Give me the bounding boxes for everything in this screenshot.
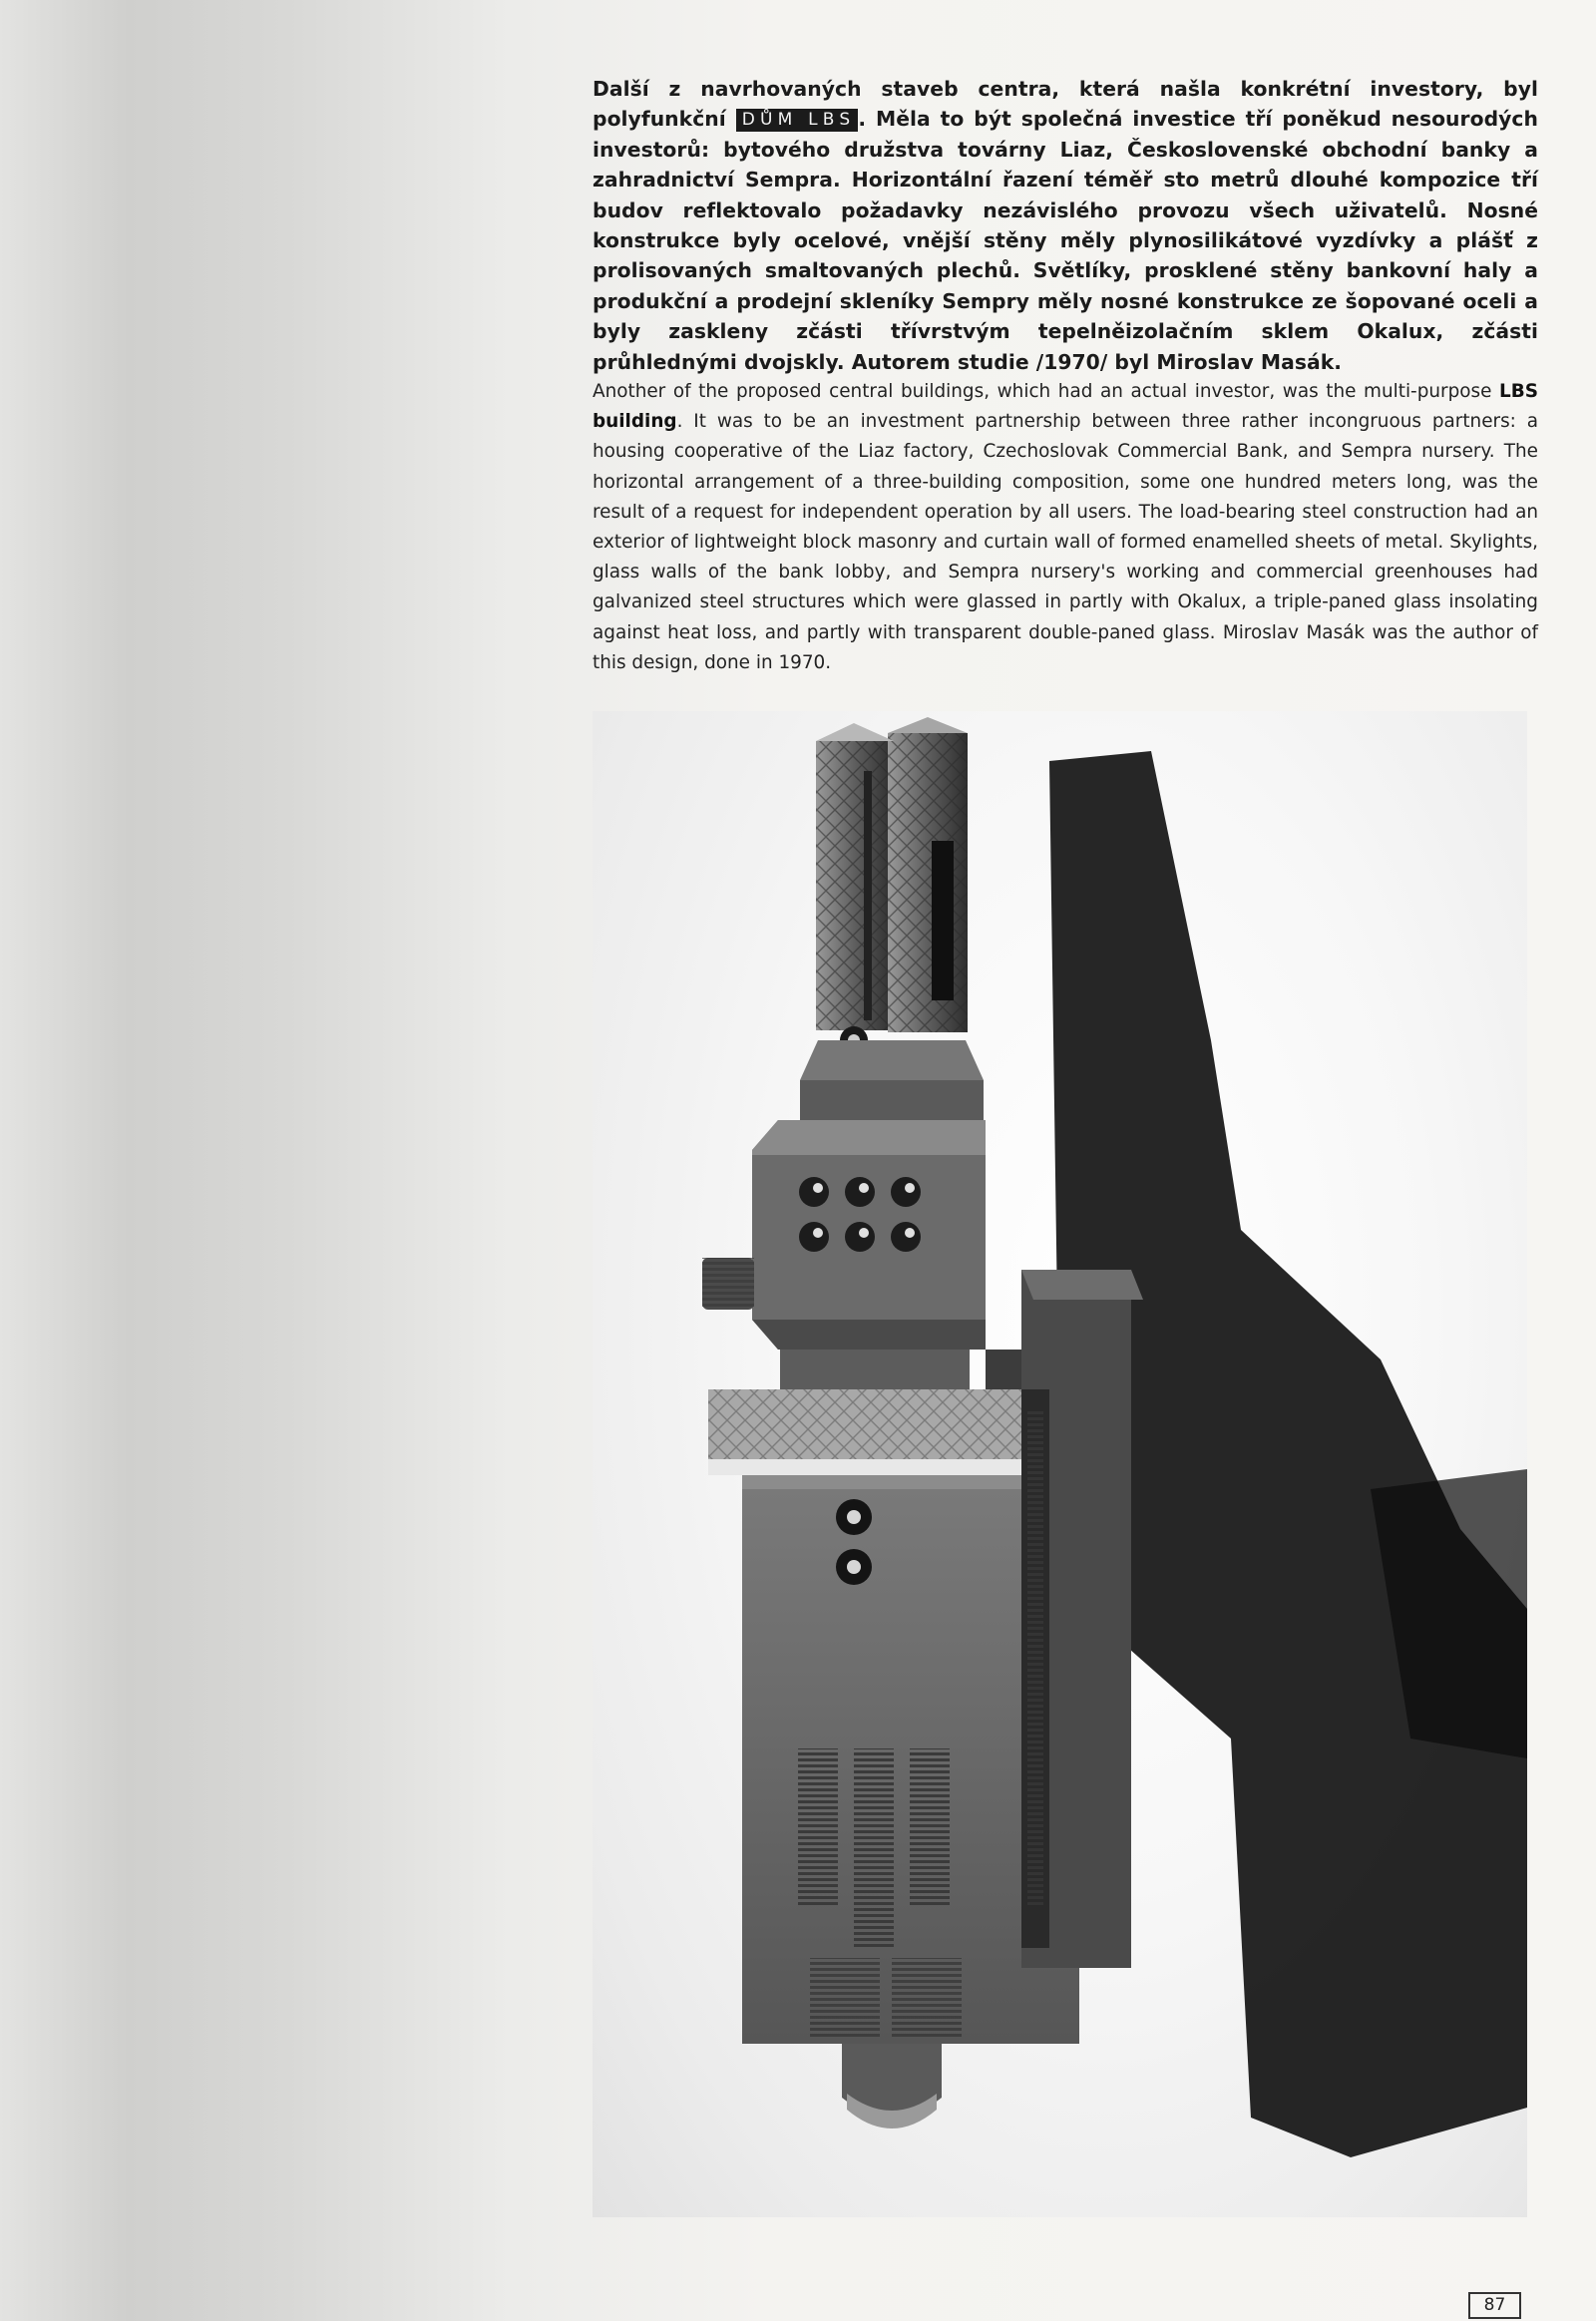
page-number: 87 <box>1468 2292 1521 2319</box>
architectural-model-image <box>593 711 1527 2217</box>
english-paragraph <box>593 377 1538 678</box>
article-text <box>593 74 1538 678</box>
english-body: . It was to be an investment partnership between three rather incongruous partners: a housing cooperative of the Liaz factory, Czechoslovak Commercial Bank, and Sempra nursery. The horizontal arrangement of a three-building composition, some one hundred meters long, was the result of a request for independent operation by all users. The load-bearing steel construction had an exterior of lightweight block masonry and curtain wall of formed enamelled sheets of metal. Skylights, glass walls of the bank lobby, and Sempra nursery's working and commercial greenhouses had galvanized steel structures which were glassed in partly with Okalux, a triple-paned glass insolating against heat loss, and partly with transparent double-paned glass. Miroslav Masák was the author of this design, done in 1970. <box>593 411 1538 673</box>
czech-paragraph <box>593 74 1538 377</box>
czech-body: . Měla to být společná investice tří poněkud nesourodých investorů: bytového družstva továrny Liaz, Československé obchodní banky a zahradnictví Sempra. Horizontální řazení téměř sto metrů dlouhé kompozice tří budov reflektovalo požadavky nezávislého provozu všech uživatelů. Nosné konstrukce byly ocelové, vnější stěny měly plynosilikátové vyzdívky a plášť z prolisovaných smaltovaných plechů. Světlíky, prosklené stěny bankovní haly a produkční a prodejní skleníky Sempry měly nosné konstrukce ze šopované oceli a byly zaskleny zčásti třívrstvým tepelněizolačním sklem Okalux, zčásti průhlednými dvojskly. Autorem studie /1970/ byl Miroslav Masák. <box>593 107 1538 374</box>
building-name-tag: DŮM LBS <box>736 109 859 132</box>
english-building-name: LBS building <box>593 381 1538 433</box>
czech-intro: Další z navrhovaných staveb centra, která našla konkrétní investory, byl polyfunkční <box>593 77 1538 132</box>
english-intro: Another of the proposed central buildings, which had an actual investor, was the multi-purpose <box>593 381 1492 403</box>
model-photograph <box>593 711 1527 2217</box>
